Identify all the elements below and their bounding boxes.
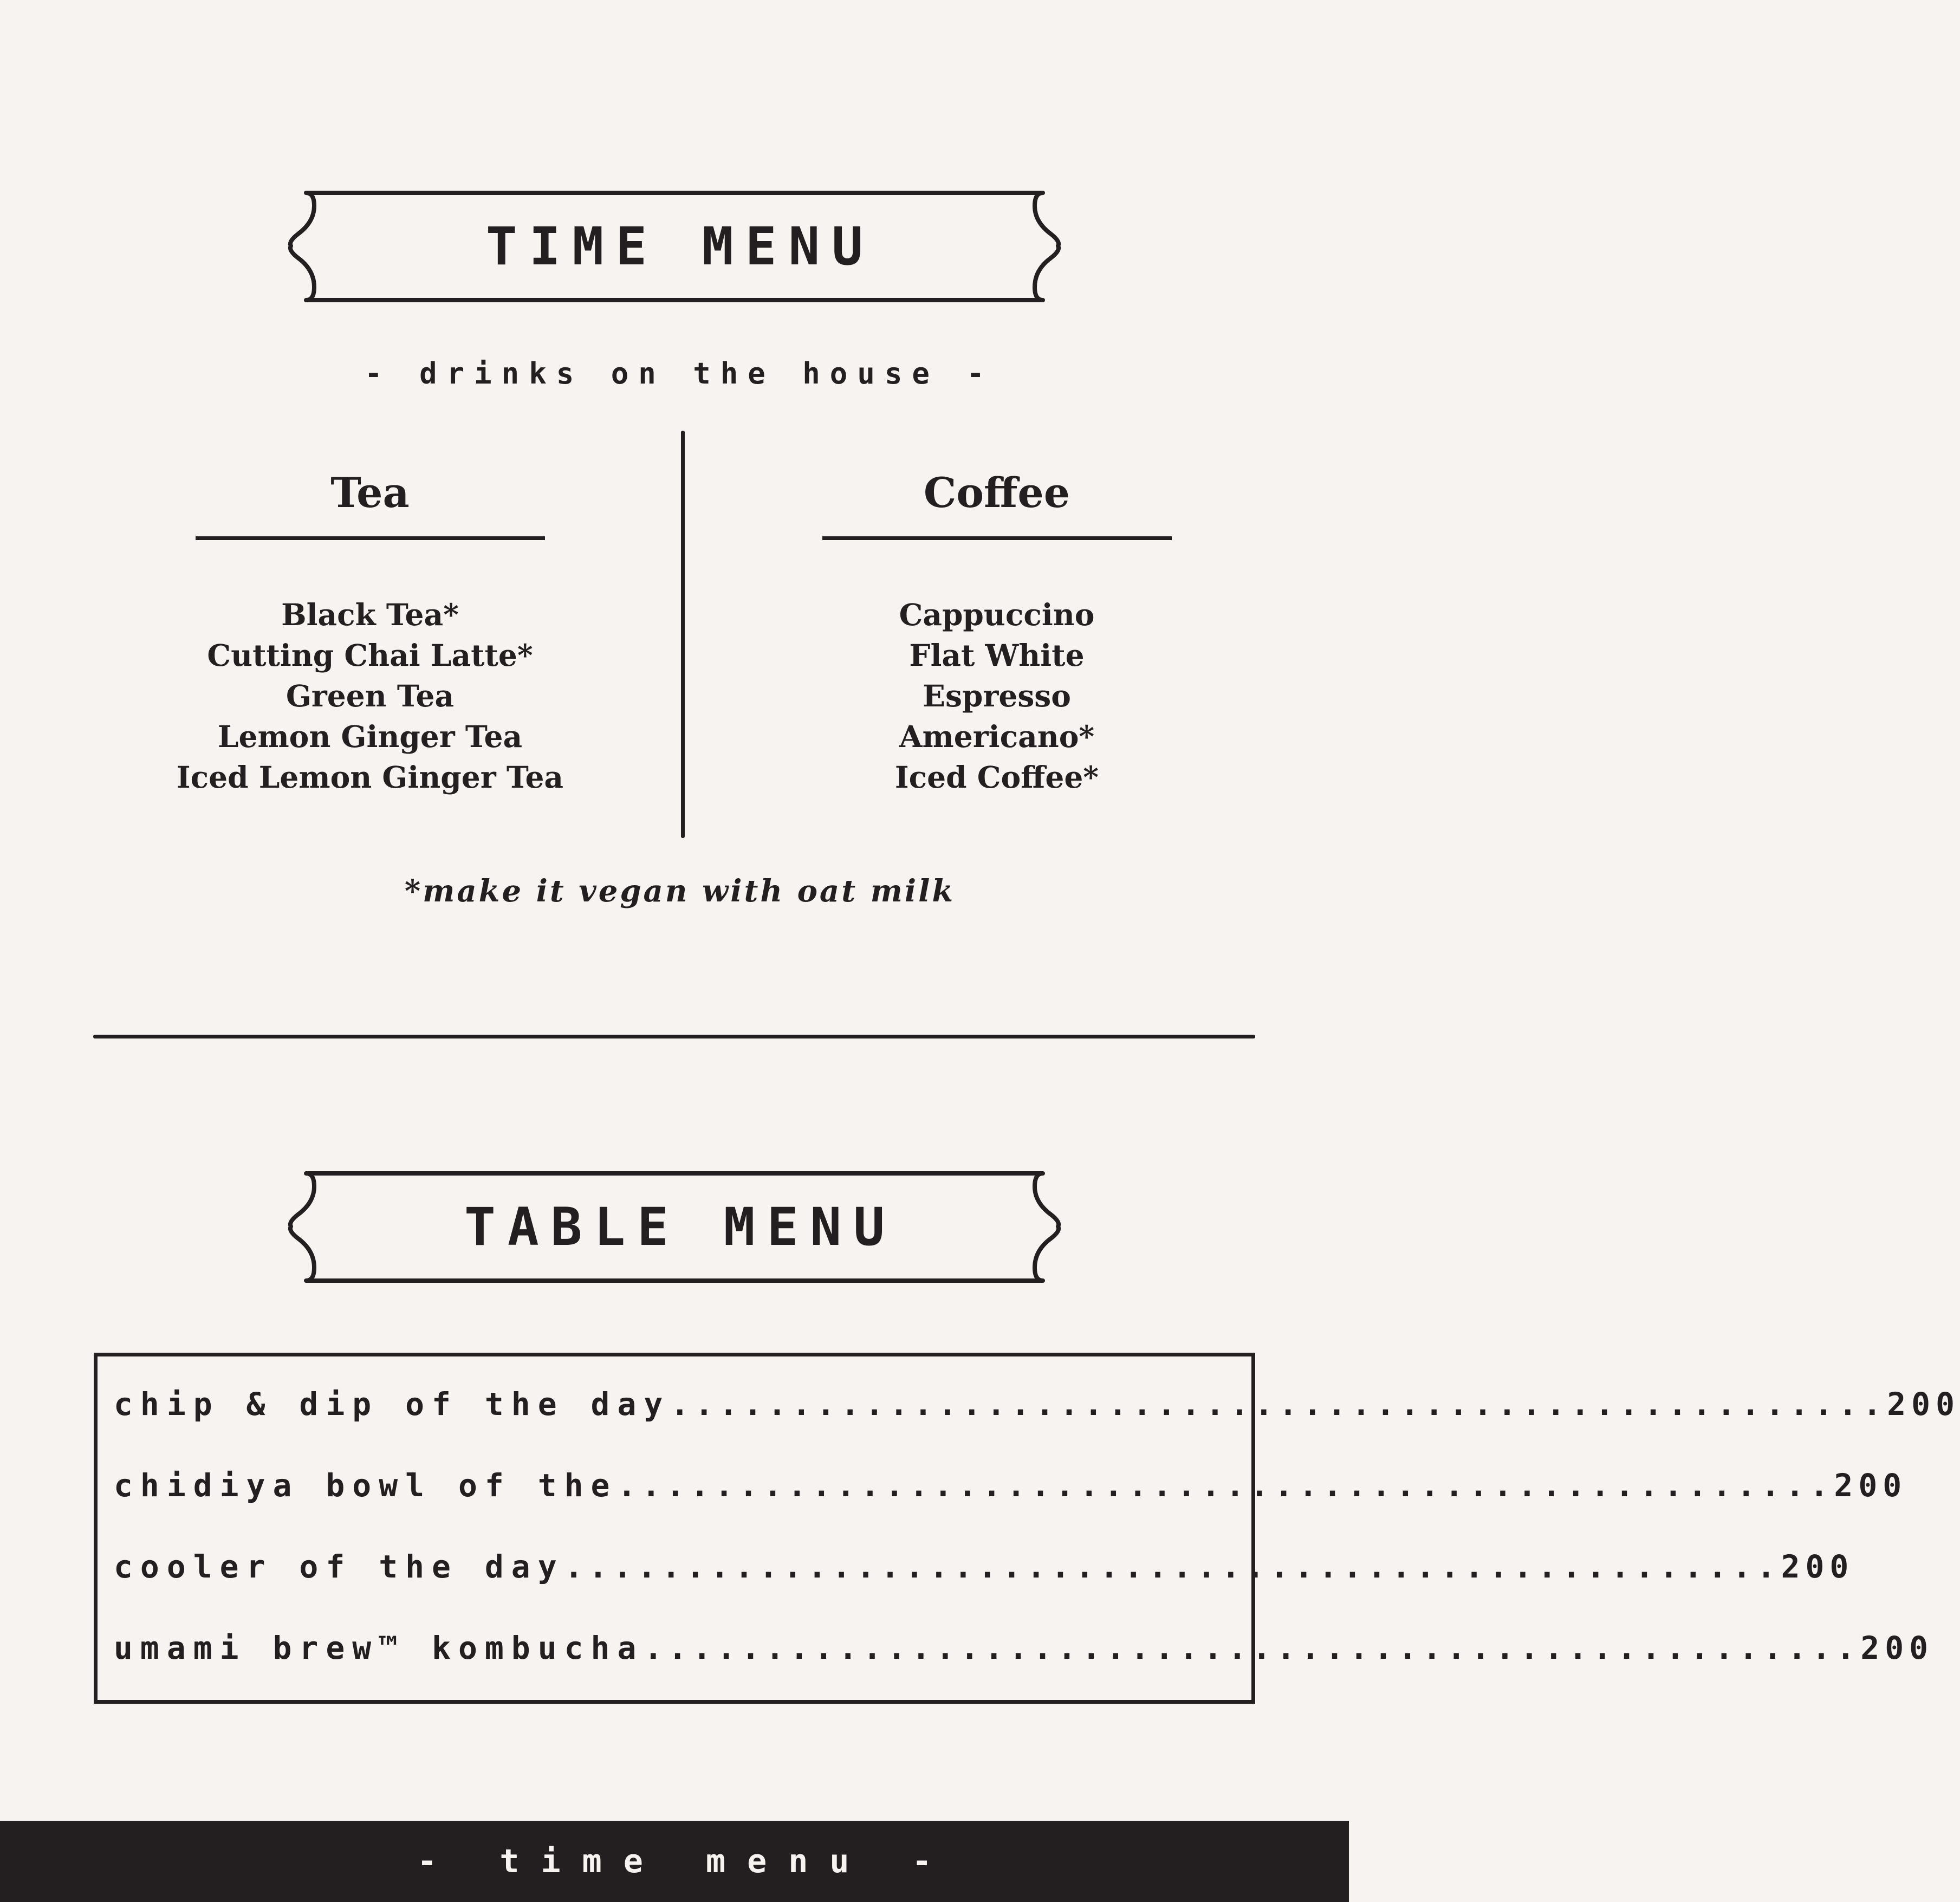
item-price: 200 (1834, 1467, 1907, 1504)
coffee-item: Americano* (899, 719, 1095, 754)
tea-item: Black Tea* (281, 597, 459, 632)
coffee-heading: Coffee (923, 469, 1070, 517)
tea-item: Cutting Chai Latte* (207, 638, 533, 673)
coffee-heading-rule (822, 536, 1172, 540)
coffee-item: Iced Coffee* (894, 759, 1099, 795)
table-menu-box (94, 1353, 1960, 1704)
footer-text: - time menu - (417, 1842, 953, 1880)
dot-leader: .................................................. (644, 1630, 1861, 1666)
coffee-item: Flat White (909, 638, 1085, 673)
item-price: 200 (1860, 1630, 1934, 1666)
table-menu-item (114, 1386, 1960, 1423)
tea-heading-rule (196, 536, 545, 540)
table-menu-title: TABLE MENU (464, 1197, 897, 1257)
tea-item: Lemon Ginger Tea (217, 719, 523, 754)
dot-leader: .................................................. (617, 1467, 1834, 1504)
footer-bar (0, 1821, 1349, 1902)
dot-leader: .................................................. (564, 1548, 1781, 1585)
tea-column (83, 466, 657, 797)
column-divider (681, 431, 685, 838)
coffee-item: Cappuccino (899, 597, 1095, 632)
coffee-list (710, 594, 1284, 797)
section-divider (93, 1035, 1255, 1038)
coffee-item: Espresso (923, 678, 1071, 713)
tea-item: Green Tea (285, 678, 455, 713)
table-menu-item (114, 1630, 1934, 1666)
table-menu-item (114, 1548, 1854, 1585)
coffee-column (710, 466, 1284, 797)
item-price: 200 (1781, 1548, 1854, 1585)
dot-leader: .................................................. (670, 1386, 1887, 1423)
item-name: chidiya bowl of the (114, 1467, 618, 1504)
table-menu-item (114, 1467, 1907, 1504)
item-name: cooler of the day (114, 1548, 564, 1585)
table-menu-banner (282, 1170, 1067, 1284)
tea-list (83, 594, 657, 797)
item-price: 200 (1887, 1386, 1960, 1423)
tea-item: Iced Lemon Ginger Tea (176, 759, 564, 795)
time-menu-banner (282, 190, 1067, 303)
time-menu-title: TIME MENU (485, 216, 875, 277)
tea-heading: Tea (330, 469, 410, 517)
vegan-footnote: *make it vegan with oat milk (404, 873, 956, 909)
time-menu-subtitle: - drinks on the house - (365, 356, 994, 391)
item-name: umami brew™ kombucha (114, 1630, 644, 1666)
item-name: chip & dip of the day (114, 1386, 671, 1423)
